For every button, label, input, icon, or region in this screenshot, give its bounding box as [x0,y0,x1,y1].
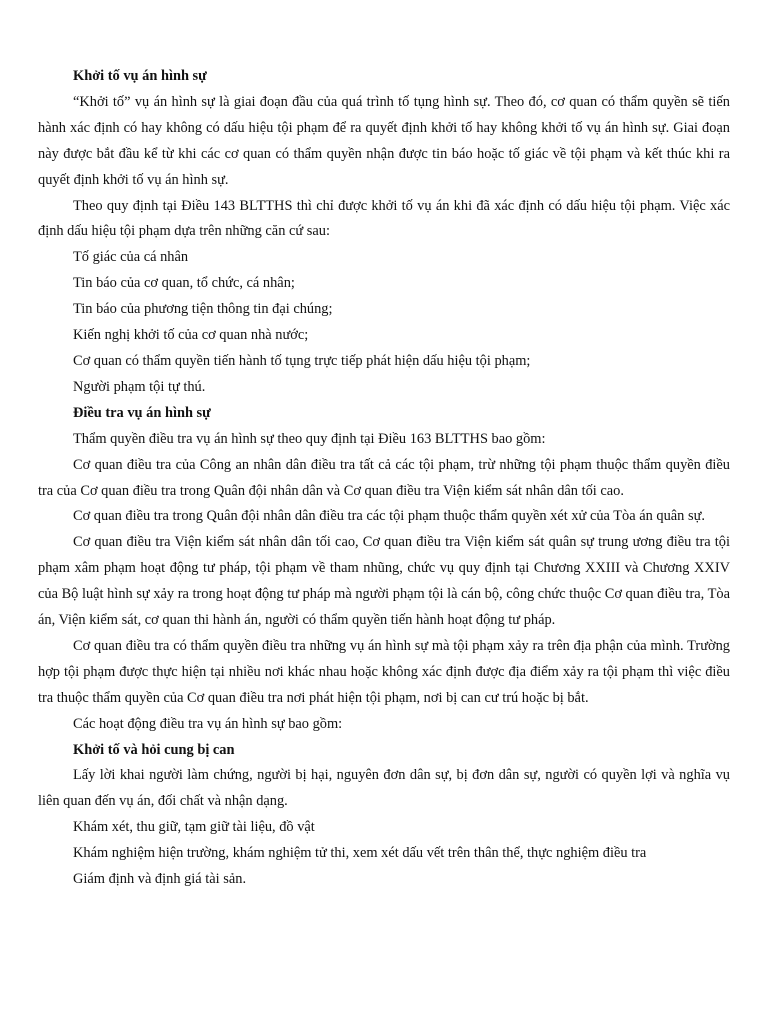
paragraph-vien-kiem-sat: Cơ quan điều tra Viện kiểm sát nhân dân tối cao, Cơ quan điều tra Viện kiểm sát quân sự trung ương điều tra tội phạm xâm phạm hoạt động tư pháp, tội phạm về tham nhũng, chức vụ quy định tại Chương XXIII và Chương XXIV của Bộ luật hình sự xảy ra trong hoạt động tư pháp mà người phạm tội là cán bộ, công chức thuộc Cơ quan điều tra, Tòa án, Viện kiểm sát, cơ quan thi hành án, người có thẩm quyền tiến hành hoạt động tư pháp. [38,534,730,629]
paragraph-quan-doi: Cơ quan điều tra trong Quân đội nhân dân điều tra các tội phạm thuộc thẩm quyền xét xử của Tòa án quân sự. [73,508,705,525]
paragraph-dia-phan: Cơ quan điều tra có thẩm quyền điều tra những vụ án hình sự mà tội phạm xảy ra trên địa phận của mình. Trường hợp tội phạm được thực hiện tại nhiều nơi khác nhau hoặc không xác định được địa điểm xảy ra tội phạm thì việc điều tra thuộc thẩm quyền của Cơ quan điều tra nơi phát hiện tội phạm, nơi bị can cư trú hoặc bị bắt. [38,637,730,706]
heading-hoi-cung: Khởi tố và hỏi cung bị can [73,741,235,758]
heading-khoi-to: Khởi tố vụ án hình sự [73,68,207,84]
paragraph-khoi-to-definition: “Khởi tố” vụ án hình sự là giai đoạn đầu của quá trình tố tụng hình sự. Theo đó, cơ quan có thẩm quyền sẽ tiến hành xác định có hay không có dấu hiệu tội phạm để ra quyết định khởi tố hay không khởi tố vụ án hình sự. Giai đoạn này được bắt đầu kể từ khi các cơ quan có thẩm quyền nhận được tin báo hoặc tố giác về tội phạm và kết thúc khi ra quyết định khởi tố vụ án hình sự. [38,93,730,188]
list-item-lay-loi-khai: Lấy lời khai người làm chứng, người bị hại, nguyên đơn dân sự, bị đơn dân sự, người có quyền lợi và nghĩa vụ liên quan đến vụ án, đối chất và nhận dạng. [38,767,730,810]
list-item-giam-dinh: Giám định và định giá tài sản. [73,871,247,888]
list-item-tu-thu: Người phạm tội tự thú. [73,378,206,395]
list-item-kham-nghiem: Khám nghiệm hiện trường, khám nghiệm tử thi, xem xét dấu vết trên thân thể, thực nghiệm điều tra [73,845,647,862]
list-item-to-giac: Tố giác của cá nhân [73,249,189,266]
list-item-co-quan-phat-hien: Cơ quan có thẩm quyền tiến hành tố tụng trực tiếp phát hiện dấu hiệu tội phạm; [73,352,531,369]
paragraph-hoat-dong: Các hoạt động điều tra vụ án hình sự bao gồm: [73,715,343,732]
list-item-tin-bao-co-quan: Tin báo của cơ quan, tổ chức, cá nhân; [73,275,295,292]
list-item-tin-bao-phuong-tien: Tin báo của phương tiện thông tin đại chúng; [73,301,333,318]
heading-dieu-tra: Điều tra vụ án hình sự [73,404,211,421]
list-item-kien-nghi: Kiến nghị khởi tố của cơ quan nhà nước; [73,327,309,344]
paragraph-dieu-143: Theo quy định tại Điều 143 BLTTHS thì chỉ được khởi tố vụ án khi đã xác định có dấu hiệu tội phạm. Việc xác định dấu hiệu tội phạm dựa trên những căn cứ sau: [38,197,730,240]
paragraph-cong-an: Cơ quan điều tra của Công an nhân dân điều tra tất cả các tội phạm, trừ những tội phạm thuộc thẩm quyền điều tra của Cơ quan điều tra trong Quân đội nhân dân và Cơ quan điều tra Viện kiểm sát nhân dân tối cao. [38,456,730,499]
paragraph-dieu-163: Thẩm quyền điều tra vụ án hình sự theo quy định tại Điều 163 BLTTHS bao gồm: [73,430,546,447]
list-item-kham-xet: Khám xét, thu giữ, tạm giữ tài liệu, đồ vật [73,819,315,836]
